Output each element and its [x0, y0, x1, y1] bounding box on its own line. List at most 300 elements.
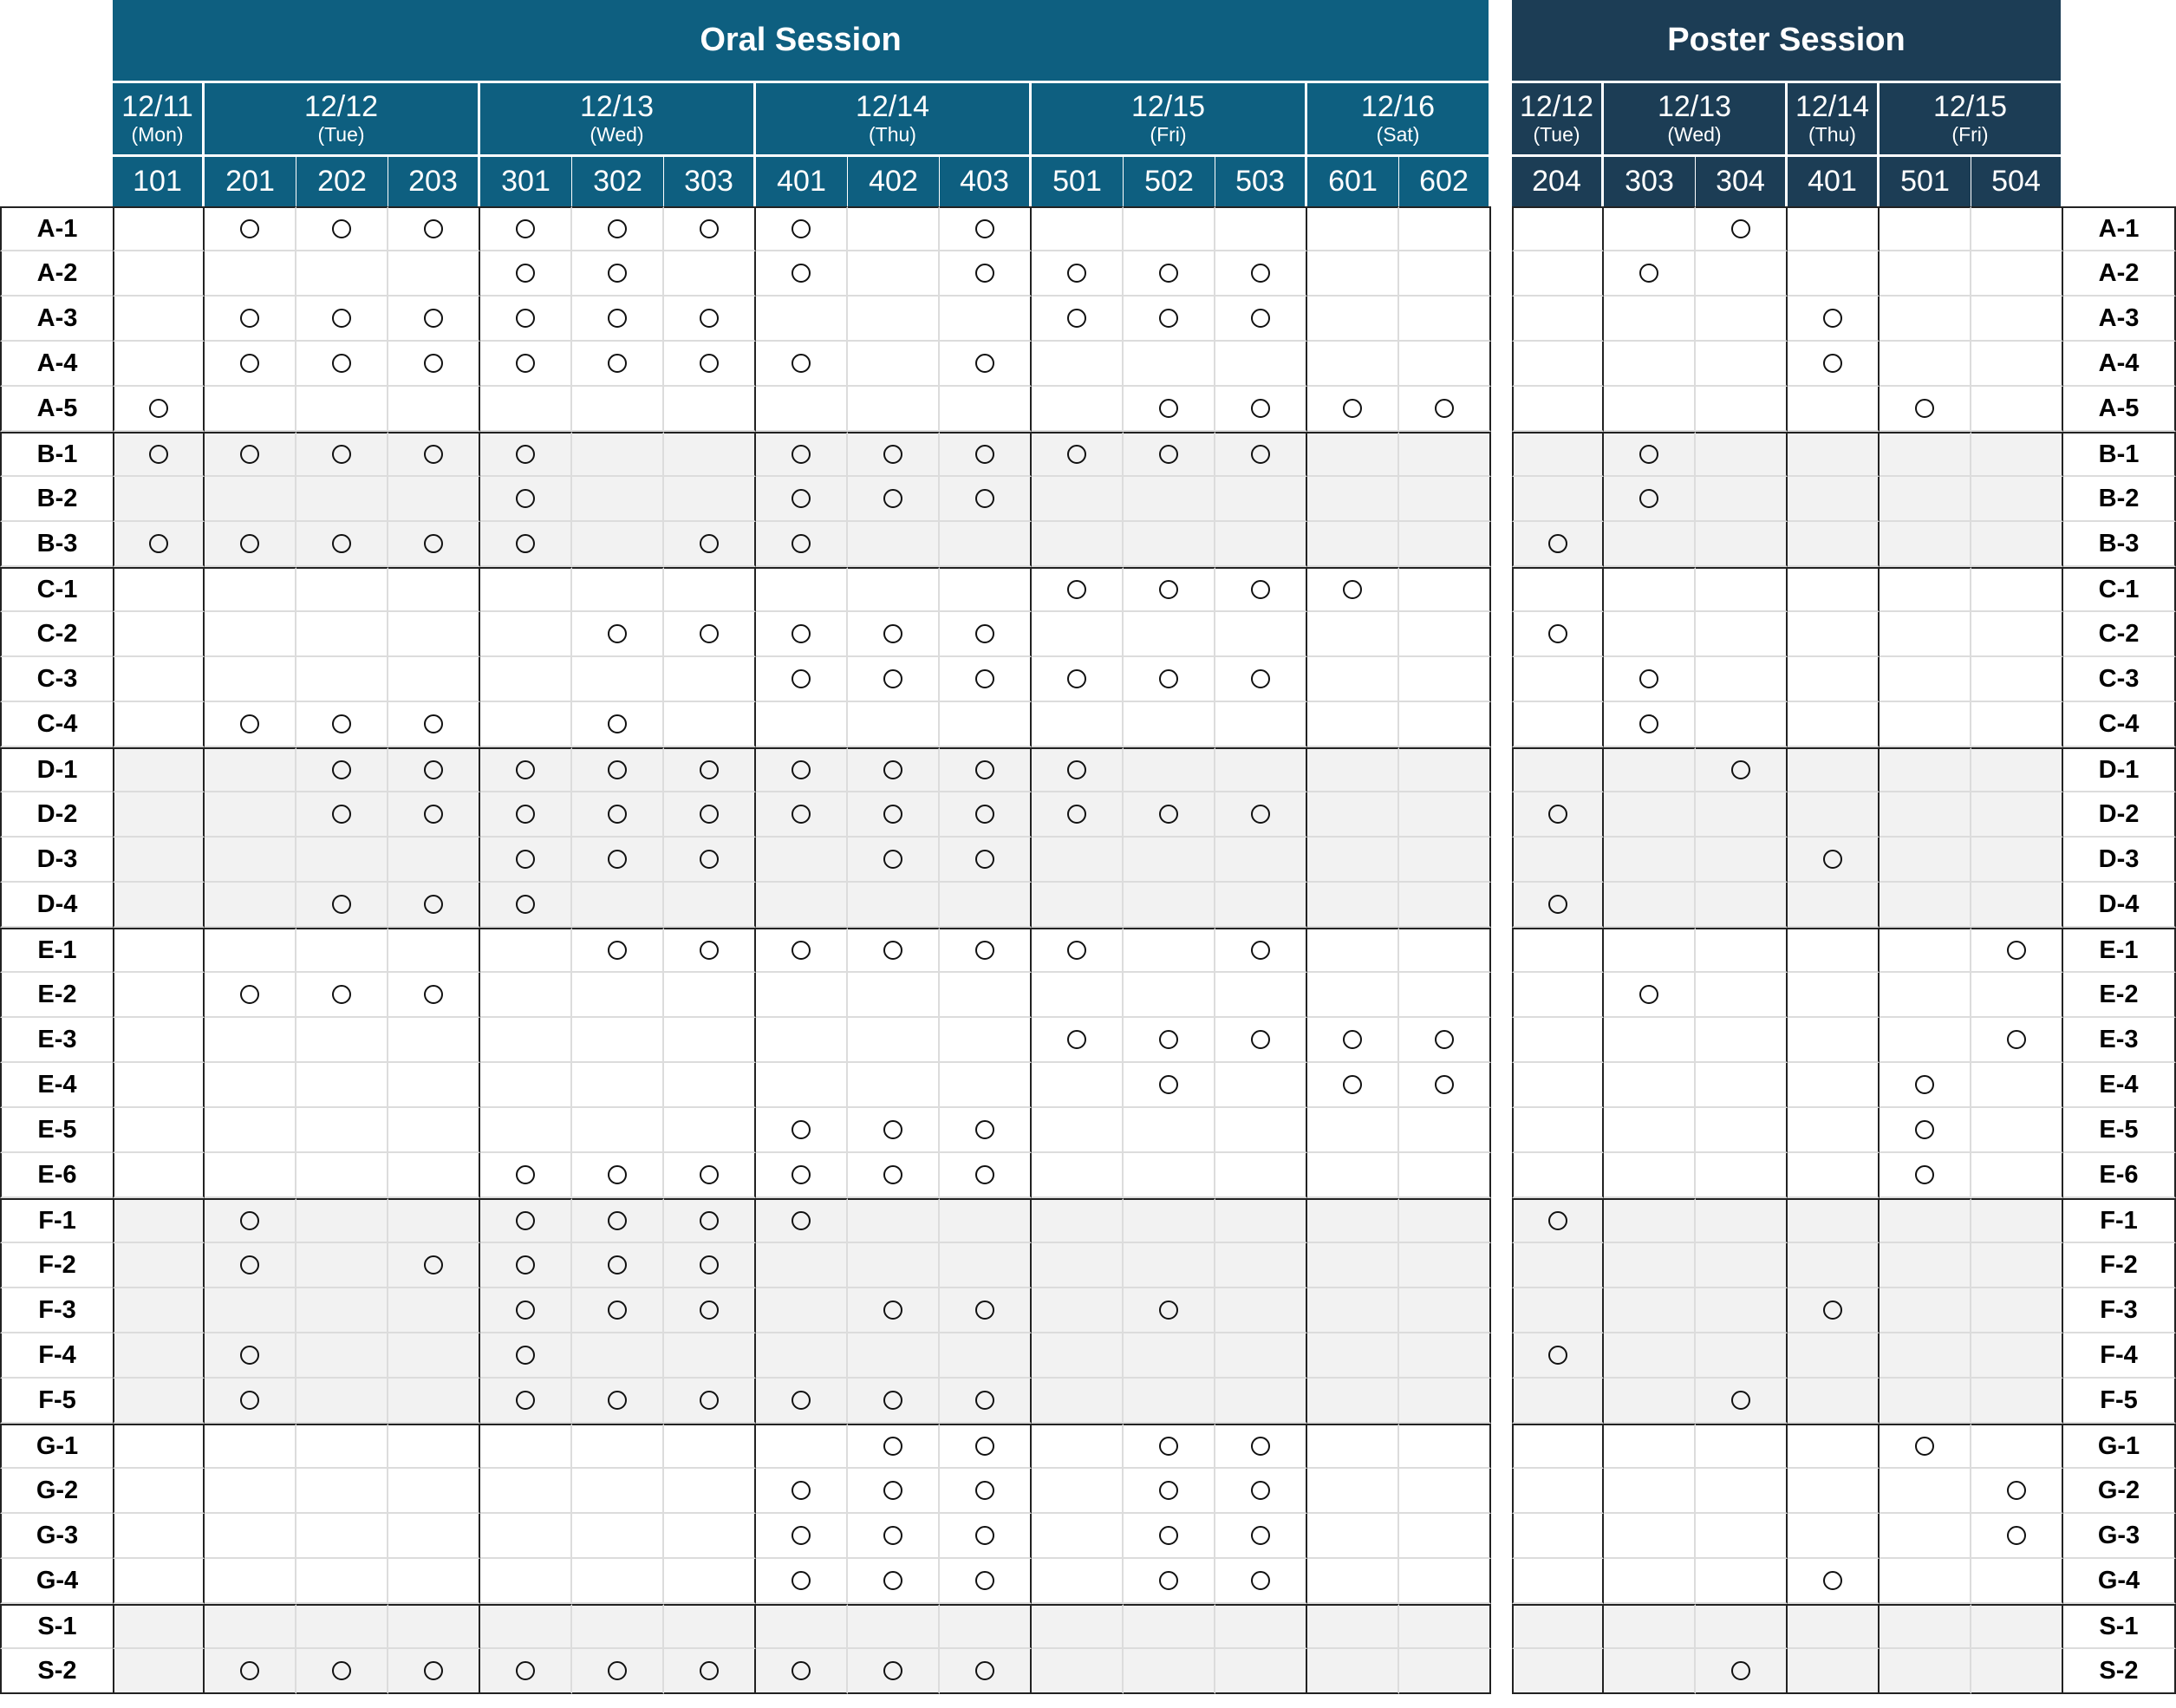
- schedule-cell: [664, 928, 756, 973]
- circle-mark-icon: [1435, 1075, 1454, 1094]
- schedule-cell: [756, 928, 848, 973]
- schedule-cell: [572, 883, 664, 928]
- circle-mark-icon: [792, 1481, 811, 1500]
- schedule-cell: [1971, 1604, 2063, 1649]
- schedule-cell: [388, 206, 480, 251]
- schedule-cell: [572, 1649, 664, 1694]
- schedule-cell: [1512, 1379, 1604, 1424]
- row-label: B-2: [2063, 477, 2176, 522]
- schedule-cell: [1307, 883, 1399, 928]
- schedule-cell: [1032, 1649, 1124, 1694]
- schedule-cell: [848, 1514, 940, 1559]
- circle-mark-icon: [883, 941, 902, 960]
- section-gap: [1491, 838, 1512, 883]
- schedule-cell: [1215, 657, 1307, 702]
- schedule-cell: [113, 928, 205, 973]
- schedule-cell: [1512, 432, 1604, 477]
- schedule-cell: [1124, 1063, 1215, 1108]
- schedule-cell: [1971, 522, 2063, 567]
- circle-mark-icon: [1639, 445, 1658, 464]
- schedule-cell: [1880, 206, 1971, 251]
- circle-mark-icon: [608, 309, 627, 328]
- schedule-cell: [296, 838, 388, 883]
- schedule-cell: [1971, 1288, 2063, 1333]
- schedule-cell: [664, 387, 756, 432]
- circle-mark-icon: [608, 1255, 627, 1274]
- schedule-cell: [1215, 251, 1307, 297]
- schedule-cell: [1604, 477, 1696, 522]
- schedule-cell: [1512, 702, 1604, 747]
- date-text: 12/12: [303, 90, 379, 123]
- schedule-cell: [1788, 342, 1880, 387]
- schedule-cell: [572, 1333, 664, 1379]
- schedule-cell: [113, 1198, 205, 1243]
- date-text: 12/13: [579, 90, 655, 123]
- circle-mark-icon: [700, 1165, 719, 1184]
- schedule-cell: [1604, 297, 1696, 342]
- table-row: [0, 1469, 2176, 1514]
- circle-mark-icon: [516, 895, 535, 914]
- schedule-cell: [113, 1649, 205, 1694]
- room-header: 401: [1788, 154, 1880, 206]
- schedule-cell: [572, 1288, 664, 1333]
- schedule-cell: [572, 342, 664, 387]
- circle-mark-icon: [883, 1301, 902, 1320]
- schedule-cell: [1788, 1018, 1880, 1063]
- schedule-cell: [940, 1288, 1032, 1333]
- schedule-cell: [480, 1063, 572, 1108]
- schedule-cell: [1215, 1559, 1307, 1604]
- table-row: [0, 792, 2176, 838]
- schedule-cell: [296, 251, 388, 297]
- schedule-cell: [940, 973, 1032, 1018]
- schedule-cell: [1215, 1649, 1307, 1694]
- circle-mark-icon: [1159, 1571, 1178, 1590]
- schedule-cell: [1307, 1559, 1399, 1604]
- schedule-cell: [940, 387, 1032, 432]
- schedule-cell: [1512, 1469, 1604, 1514]
- schedule-cell: [1512, 1153, 1604, 1198]
- schedule-cell: [1788, 702, 1880, 747]
- circle-mark-icon: [1915, 1120, 1934, 1139]
- schedule-cell: [940, 297, 1032, 342]
- schedule-cell: [756, 1243, 848, 1288]
- row-label: C-4: [2063, 702, 2176, 747]
- room-header: 302: [572, 154, 664, 206]
- circle-mark-icon: [332, 760, 351, 779]
- circle-mark-icon: [1823, 354, 1842, 373]
- circle-mark-icon: [1915, 399, 1934, 418]
- schedule-cell: [664, 567, 756, 612]
- section-gap: [1491, 747, 1512, 792]
- circle-mark-icon: [424, 895, 443, 914]
- circle-mark-icon: [700, 941, 719, 960]
- circle-mark-icon: [883, 1481, 902, 1500]
- schedule-cell: [940, 1379, 1032, 1424]
- schedule-cell: [1604, 1108, 1696, 1153]
- circle-mark-icon: [1067, 264, 1086, 283]
- schedule-cell: [388, 1153, 480, 1198]
- schedule-cell: [1032, 387, 1124, 432]
- circle-mark-icon: [1435, 1030, 1454, 1049]
- circle-mark-icon: [1159, 669, 1178, 688]
- circle-mark-icon: [240, 534, 259, 553]
- schedule-cell: [296, 612, 388, 657]
- circle-mark-icon: [149, 399, 168, 418]
- schedule-cell: [296, 1243, 388, 1288]
- room-header: 504: [1971, 154, 2063, 206]
- schedule-cell: [1696, 1198, 1788, 1243]
- schedule-cell: [756, 747, 848, 792]
- circle-mark-icon: [332, 309, 351, 328]
- row-label: G-1: [2063, 1424, 2176, 1469]
- schedule-cell: [1307, 1649, 1399, 1694]
- schedule-cell: [296, 747, 388, 792]
- schedule-cell: [1880, 792, 1971, 838]
- circle-mark-icon: [516, 309, 535, 328]
- schedule-cell: [1032, 747, 1124, 792]
- circle-mark-icon: [1915, 1437, 1934, 1456]
- schedule-cell: [1307, 1018, 1399, 1063]
- schedule-cell: [1215, 792, 1307, 838]
- schedule-cell: [940, 1243, 1032, 1288]
- weekday-text: (Wed): [590, 123, 644, 146]
- schedule-cell: [940, 567, 1032, 612]
- circle-mark-icon: [2007, 1526, 2026, 1545]
- schedule-cell: [205, 1469, 296, 1514]
- schedule-cell: [205, 1649, 296, 1694]
- row-label: A-4: [0, 342, 113, 387]
- schedule-cell: [1307, 251, 1399, 297]
- section-gap: [1491, 477, 1512, 522]
- schedule-cell: [113, 612, 205, 657]
- schedule-cell: [1032, 1514, 1124, 1559]
- schedule-cell: [848, 792, 940, 838]
- circle-mark-icon: [1639, 669, 1658, 688]
- row-label: G-1: [0, 1424, 113, 1469]
- schedule-cell: [113, 1604, 205, 1649]
- row-label: C-1: [0, 567, 113, 612]
- table-row: [0, 387, 2176, 432]
- row-label: G-3: [0, 1514, 113, 1559]
- schedule-cell: [664, 883, 756, 928]
- schedule-cell: [1512, 883, 1604, 928]
- schedule-cell: [940, 928, 1032, 973]
- schedule-cell: [1604, 838, 1696, 883]
- schedule-cell: [113, 702, 205, 747]
- schedule-cell: [1880, 522, 1971, 567]
- schedule-cell: [296, 1604, 388, 1649]
- schedule-cell: [572, 206, 664, 251]
- schedule-cell: [1032, 883, 1124, 928]
- circle-mark-icon: [792, 264, 811, 283]
- schedule-cell: [296, 1063, 388, 1108]
- schedule-cell: [388, 1198, 480, 1243]
- schedule-cell: [848, 432, 940, 477]
- schedule-cell: [1032, 612, 1124, 657]
- schedule-cell: [1880, 883, 1971, 928]
- schedule-cell: [664, 297, 756, 342]
- schedule-cell: [1399, 1153, 1491, 1198]
- date-header: [1604, 81, 1788, 154]
- schedule-cell: [113, 432, 205, 477]
- schedule-cell: [1399, 297, 1491, 342]
- circle-mark-icon: [608, 941, 627, 960]
- date-header: [1512, 81, 1604, 154]
- schedule-cell: [1788, 1514, 1880, 1559]
- schedule-cell: [1124, 477, 1215, 522]
- section-gap: [1491, 154, 1512, 206]
- schedule-cell: [1880, 1108, 1971, 1153]
- circle-mark-icon: [975, 1526, 994, 1545]
- schedule-cell: [1604, 567, 1696, 612]
- schedule-cell: [1215, 567, 1307, 612]
- schedule-cell: [205, 792, 296, 838]
- schedule-cell: [1512, 1243, 1604, 1288]
- schedule-cell: [848, 1604, 940, 1649]
- schedule-cell: [1971, 612, 2063, 657]
- table-row: [0, 1333, 2176, 1379]
- schedule-cell: [1971, 702, 2063, 747]
- circle-mark-icon: [1251, 1526, 1270, 1545]
- schedule-cell: [1788, 1379, 1880, 1424]
- schedule-cell: [1971, 747, 2063, 792]
- date-header: [1880, 81, 2063, 154]
- schedule-cell: [756, 1198, 848, 1243]
- schedule-cell: [756, 702, 848, 747]
- schedule-cell: [664, 1604, 756, 1649]
- schedule-cell: [1971, 387, 2063, 432]
- circle-mark-icon: [1639, 714, 1658, 733]
- schedule-cell: [1032, 702, 1124, 747]
- schedule-cell: [1512, 1559, 1604, 1604]
- schedule-cell: [205, 1108, 296, 1153]
- schedule-cell: [940, 1469, 1032, 1514]
- schedule-cell: [1788, 1288, 1880, 1333]
- schedule-cell: [1032, 297, 1124, 342]
- circle-mark-icon: [424, 534, 443, 553]
- schedule-cell: [1880, 387, 1971, 432]
- circle-mark-icon: [240, 1255, 259, 1274]
- schedule-cell: [940, 1649, 1032, 1694]
- schedule-cell: [1788, 206, 1880, 251]
- circle-mark-icon: [700, 1255, 719, 1274]
- schedule-cell: [1696, 973, 1788, 1018]
- schedule-cell: [1971, 657, 2063, 702]
- circle-mark-icon: [516, 1346, 535, 1365]
- schedule-cell: [1307, 1379, 1399, 1424]
- schedule-cell: [1399, 206, 1491, 251]
- row-label: D-1: [2063, 747, 2176, 792]
- schedule-cell: [113, 883, 205, 928]
- schedule-cell: [205, 297, 296, 342]
- section-gap: [1491, 973, 1512, 1018]
- schedule-cell: [205, 251, 296, 297]
- schedule-cell: [664, 702, 756, 747]
- circle-mark-icon: [1067, 805, 1086, 824]
- schedule-cell: [1307, 1243, 1399, 1288]
- section-gap: [1491, 1198, 1512, 1243]
- circle-mark-icon: [424, 219, 443, 238]
- schedule-cell: [1604, 387, 1696, 432]
- circle-mark-icon: [240, 1661, 259, 1680]
- circle-mark-icon: [1251, 1437, 1270, 1456]
- schedule-cell: [848, 297, 940, 342]
- schedule-cell: [480, 477, 572, 522]
- schedule-cell: [113, 342, 205, 387]
- schedule-cell: [940, 1018, 1032, 1063]
- schedule-cell: [113, 747, 205, 792]
- schedule-cell: [388, 297, 480, 342]
- schedule-cell: [940, 251, 1032, 297]
- row-label: G-4: [2063, 1559, 2176, 1604]
- circle-mark-icon: [608, 805, 627, 824]
- schedule-cell: [388, 1063, 480, 1108]
- schedule-cell: [756, 567, 848, 612]
- circle-mark-icon: [1251, 399, 1270, 418]
- circle-mark-icon: [975, 219, 994, 238]
- schedule-cell: [756, 1424, 848, 1469]
- circle-mark-icon: [883, 669, 902, 688]
- schedule-cell: [1512, 1604, 1604, 1649]
- schedule-cell: [572, 432, 664, 477]
- schedule-cell: [1788, 612, 1880, 657]
- circle-mark-icon: [424, 354, 443, 373]
- circle-mark-icon: [1548, 805, 1567, 824]
- schedule-cell: [664, 1514, 756, 1559]
- schedule-cell: [1880, 1063, 1971, 1108]
- schedule-cell: [664, 1288, 756, 1333]
- schedule-cell: [1788, 387, 1880, 432]
- schedule-cell: [1307, 1153, 1399, 1198]
- table-row: [0, 1108, 2176, 1153]
- schedule-cell: [664, 838, 756, 883]
- table-row: [0, 1514, 2176, 1559]
- section-gap: [1491, 883, 1512, 928]
- schedule-cell: [388, 657, 480, 702]
- schedule-cell: [1971, 838, 2063, 883]
- schedule-cell: [388, 792, 480, 838]
- schedule-cell: [1604, 1018, 1696, 1063]
- section-gap: [1491, 928, 1512, 973]
- schedule-cell: [848, 702, 940, 747]
- schedule-cell: [664, 432, 756, 477]
- schedule-cell: [1032, 206, 1124, 251]
- circle-mark-icon: [975, 1481, 994, 1500]
- circle-mark-icon: [1067, 1030, 1086, 1049]
- schedule-cell: [1124, 522, 1215, 567]
- schedule-cell: [296, 432, 388, 477]
- schedule-cell: [1696, 1514, 1788, 1559]
- schedule-cell: [296, 1469, 388, 1514]
- circle-mark-icon: [1067, 760, 1086, 779]
- schedule-cell: [1124, 1604, 1215, 1649]
- circle-mark-icon: [608, 1661, 627, 1680]
- schedule-cell: [388, 838, 480, 883]
- schedule-cell: [1880, 297, 1971, 342]
- circle-mark-icon: [975, 805, 994, 824]
- row-label: E-2: [0, 973, 113, 1018]
- schedule-cell: [1880, 477, 1971, 522]
- schedule-cell: [1971, 1559, 2063, 1604]
- schedule-cell: [756, 1514, 848, 1559]
- schedule-cell: [1215, 432, 1307, 477]
- schedule-cell: [1215, 1153, 1307, 1198]
- date-header-row: [0, 81, 2176, 154]
- circle-mark-icon: [1067, 309, 1086, 328]
- schedule-cell: [1512, 387, 1604, 432]
- circle-mark-icon: [975, 624, 994, 643]
- circle-mark-icon: [1159, 1481, 1178, 1500]
- schedule-cell: [1032, 477, 1124, 522]
- schedule-cell: [664, 792, 756, 838]
- schedule-cell: [756, 792, 848, 838]
- schedule-cell: [756, 1108, 848, 1153]
- schedule-cell: [1880, 1288, 1971, 1333]
- schedule-cell: [572, 297, 664, 342]
- section-gap: [1491, 1288, 1512, 1333]
- schedule-cell: [205, 702, 296, 747]
- circle-mark-icon: [332, 219, 351, 238]
- schedule-cell: [1307, 1333, 1399, 1379]
- schedule-cell: [1215, 1018, 1307, 1063]
- circle-mark-icon: [240, 1211, 259, 1230]
- schedule-cell: [664, 1243, 756, 1288]
- circle-mark-icon: [792, 489, 811, 508]
- row-label: G-2: [0, 1469, 113, 1514]
- row-label: E-3: [2063, 1018, 2176, 1063]
- schedule-cell: [388, 1243, 480, 1288]
- schedule-cell: [1215, 1243, 1307, 1288]
- schedule-cell: [664, 1018, 756, 1063]
- schedule-cell: [205, 657, 296, 702]
- schedule-cell: [113, 477, 205, 522]
- schedule-cell: [756, 1649, 848, 1694]
- schedule-cell: [388, 1469, 480, 1514]
- date-text: 12/15: [1130, 90, 1206, 123]
- circle-mark-icon: [1639, 489, 1658, 508]
- room-header: 403: [940, 154, 1032, 206]
- weekday-text: (Thu): [1808, 123, 1856, 146]
- schedule-cell: [1604, 973, 1696, 1018]
- schedule-cell: [296, 657, 388, 702]
- schedule-cell: [1604, 342, 1696, 387]
- schedule-cell: [1512, 1018, 1604, 1063]
- row-label: D-2: [0, 792, 113, 838]
- schedule-cell: [940, 657, 1032, 702]
- schedule-cell: [1399, 1649, 1491, 1694]
- schedule-cell: [572, 1018, 664, 1063]
- circle-mark-icon: [700, 1301, 719, 1320]
- schedule-cell: [1215, 838, 1307, 883]
- schedule-cell: [1696, 928, 1788, 973]
- schedule-cell: [296, 1559, 388, 1604]
- circle-mark-icon: [883, 805, 902, 824]
- schedule-cell: [1971, 1018, 2063, 1063]
- section-gap: [1491, 297, 1512, 342]
- circle-mark-icon: [975, 264, 994, 283]
- schedule-cell: [1512, 1649, 1604, 1694]
- schedule-cell: [1880, 432, 1971, 477]
- circle-mark-icon: [1548, 895, 1567, 914]
- schedule-cell: [1399, 342, 1491, 387]
- circle-mark-icon: [516, 850, 535, 869]
- schedule-cell: [1788, 567, 1880, 612]
- schedule-cell: [1696, 1469, 1788, 1514]
- schedule-cell: [205, 1288, 296, 1333]
- schedule-cell: [1971, 1108, 2063, 1153]
- circle-mark-icon: [332, 445, 351, 464]
